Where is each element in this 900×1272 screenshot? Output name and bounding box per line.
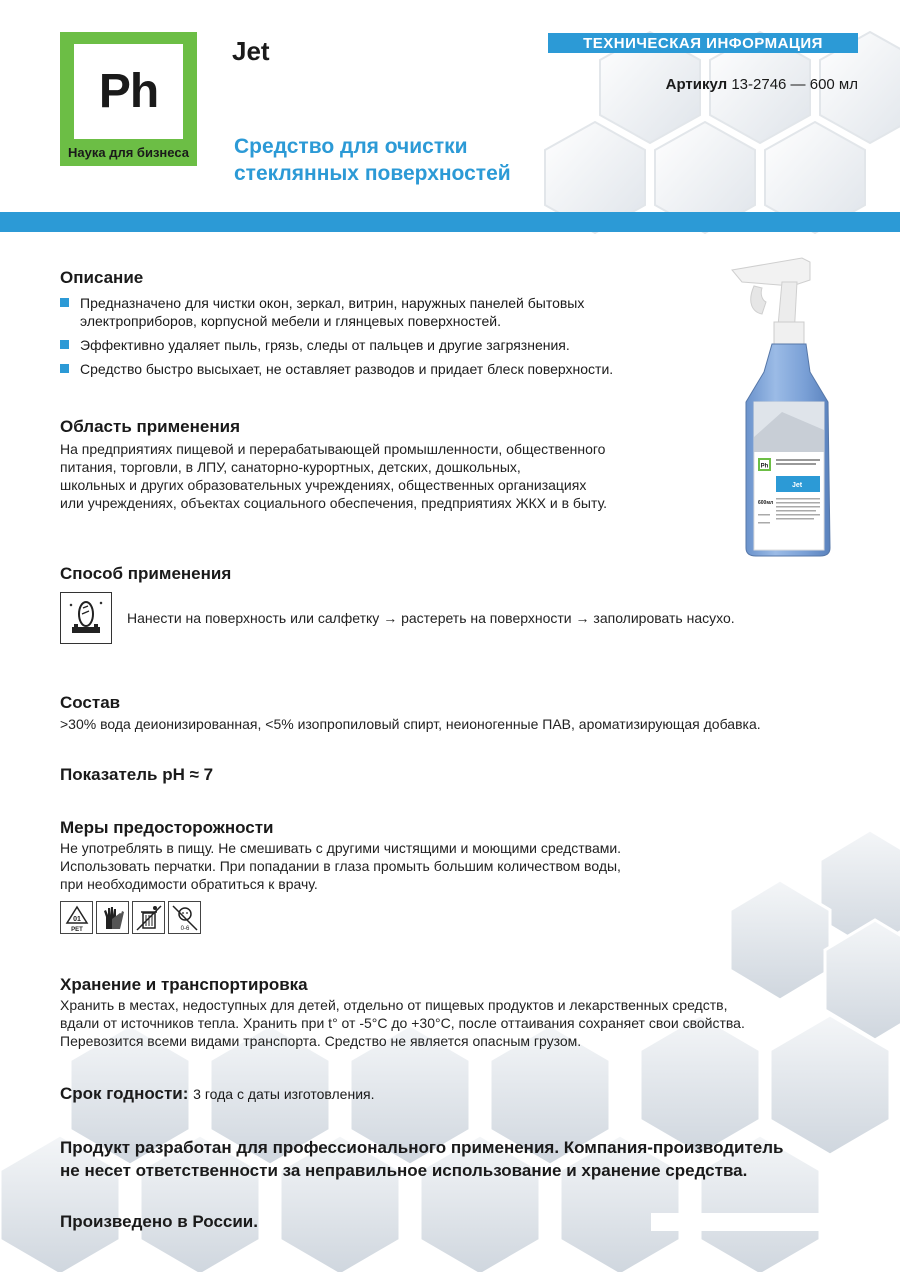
article-label: Артикул	[665, 76, 728, 93]
precautions-line: Не употреблять в пищу. Не смешивать с другими чистящими и моющими средствами.	[60, 840, 622, 856]
precautions-text	[60, 839, 621, 893]
application-section	[60, 417, 607, 512]
usage-title: Способ применения	[60, 564, 232, 583]
logo-mark: Ph	[98, 65, 159, 118]
mirror-icon	[60, 592, 112, 644]
logo-tagline: Наука для бизнеса	[68, 145, 189, 160]
ph-logo	[60, 32, 197, 166]
article-value: 13-2746 — 600 мл	[731, 76, 858, 93]
made-in: Произведено в России.	[60, 1212, 258, 1231]
product-subtitle	[234, 133, 594, 187]
application-text	[60, 440, 607, 512]
precautions-line: Использовать перчатки. При попадании в глаза промыть большим количеством воды,	[60, 858, 621, 874]
gloves-icon	[96, 901, 129, 934]
article-number	[666, 76, 858, 93]
application-line: или учреждениях, объектах социального обеспечения, предприятиях ЖКХ и в быту.	[60, 495, 608, 511]
warning-icons	[60, 901, 621, 934]
usage-text: Нанести на поверхность или салфетку → растереть на поверхности → заполировать насухо.	[127, 610, 735, 626]
footer-blank-bar	[651, 1213, 858, 1231]
precautions-title: Меры предосторожности	[60, 818, 274, 837]
description-section	[60, 268, 660, 384]
composition-section	[60, 693, 761, 733]
composition-text: >30% вода деионизированная, <5% изопропиловый спирт, неионогенные ПАВ, ароматизирующая добавка.	[60, 716, 761, 732]
tech-info-badge: ТЕХНИЧЕСКАЯ ИНФОРМАЦИЯ	[548, 33, 858, 53]
usage-row	[60, 592, 735, 644]
pet-label: PET	[70, 926, 83, 933]
age-label: 0-6	[180, 925, 189, 932]
keep-from-children-icon	[168, 901, 201, 934]
disclaimer	[60, 1136, 860, 1182]
bottle-logo: Ph	[760, 463, 769, 470]
description-item: Средство быстро высыхает, не оставляет разводов и придает блеск поверхности.	[60, 360, 660, 378]
application-line: школьных и других образовательных учреждениях, общественных организациях	[60, 477, 587, 493]
storage-title: Хранение и транспортировка	[60, 975, 308, 994]
description-item: Предназначено для чистки окон, зеркал, витрин, наружных панелей бытовых электроприборов, корпусной мебели и глянцевых поверхностей.	[60, 294, 660, 330]
precautions-section	[60, 818, 621, 934]
storage-line: Хранить в местах, недоступных для детей, отдельно от пищевых продуктов и лекарственных средств,	[60, 997, 728, 1013]
storage-line: вдали от источников тепла. Хранить при t° от -5°C до +30°C, после оттаивания сохраняет свои свойства.	[60, 1015, 745, 1031]
composition-title: Состав	[60, 693, 121, 712]
pet-code: 01	[72, 915, 81, 923]
description-title: Описание	[60, 268, 144, 287]
disclaimer-line-2: не несет ответственности за неправильное использование и хранение средства.	[60, 1161, 748, 1180]
disclaimer-line-1: Продукт разработан для профессионального применения. Компания-производитель	[60, 1138, 784, 1157]
application-line: питания, торговли, в ЛПУ, санаторно-курортных, детских, дошкольных,	[60, 459, 521, 475]
pet-recycle-icon	[60, 901, 93, 934]
precautions-line: при необходимости обратиться к врачу.	[60, 876, 318, 892]
header-stripe	[0, 212, 900, 232]
description-item: Эффективно удаляет пыль, грязь, следы от пальцев и другие загрязнения.	[60, 336, 660, 354]
description-list	[60, 294, 660, 378]
shelf-life	[60, 1084, 375, 1104]
shelf-life-value: 3 года с даты изготовления.	[193, 1086, 375, 1102]
shelf-life-label: Срок годности:	[60, 1084, 189, 1103]
application-title: Область применения	[60, 417, 241, 436]
usage-section	[60, 564, 735, 644]
ph-value: Показатель pH ≈ 7	[60, 765, 214, 784]
subtitle-line-2: стеклянных поверхностей	[234, 162, 511, 185]
storage-line: Перевозится всеми видами транспорта. Средство не является опасным грузом.	[60, 1033, 582, 1049]
brand-name: Jet	[232, 36, 270, 66]
application-line: На предприятиях пищевой и перерабатывающей промышленности, общественного	[60, 441, 606, 457]
storage-text	[60, 996, 745, 1050]
subtitle-line-1: Средство для очистки	[234, 135, 468, 158]
bottle-volume: 600мл	[758, 500, 774, 506]
bottle-product-name: Jet	[792, 482, 803, 489]
trash-bin-icon	[132, 901, 165, 934]
storage-section	[60, 975, 745, 1050]
product-bottle-image	[722, 252, 862, 558]
